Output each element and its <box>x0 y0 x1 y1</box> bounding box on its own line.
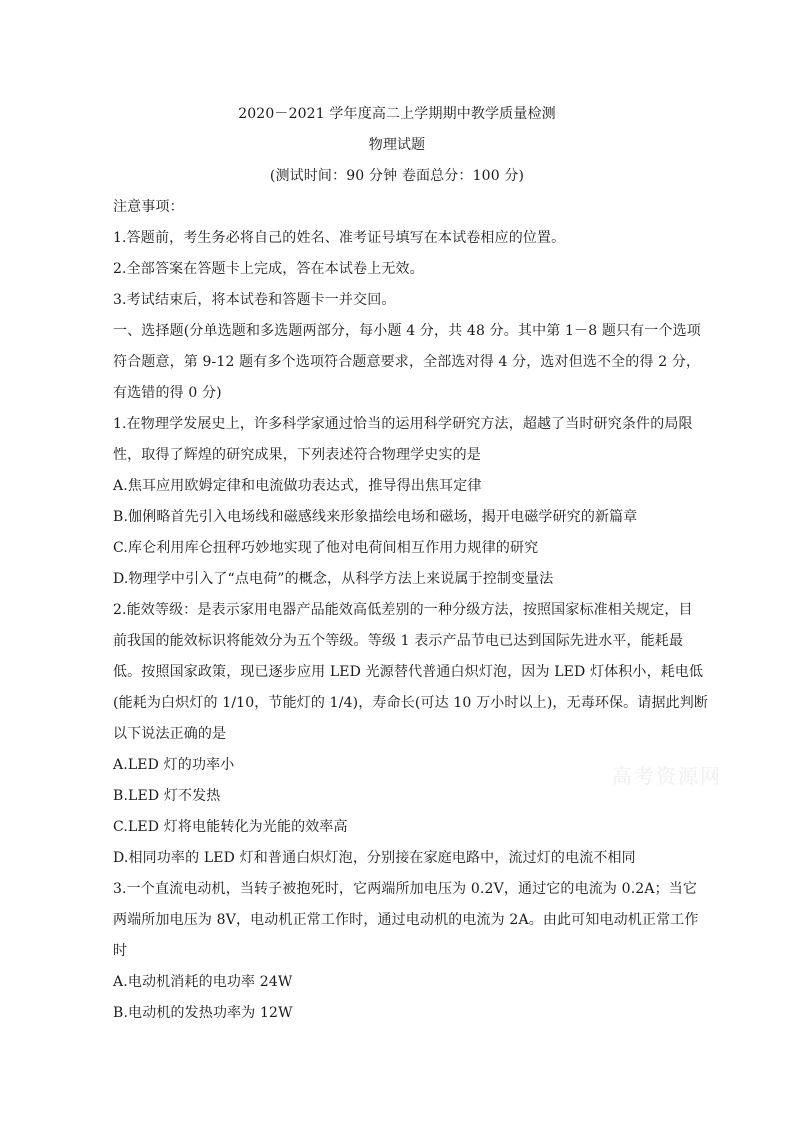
exam-title: 2020－2021 学年度高二上学期期中教学质量检测 <box>238 106 556 122</box>
watermark: 高考资源网 <box>612 764 722 788</box>
question-2-stem: 前我国的能效标识将能效分为五个等级。等级 1 表示产品节电已达到国际先进水平，能耗最 <box>113 633 684 649</box>
question-1-option-a: A.焦耳应用欧姆定律和电流做功表达式，推导得出焦耳定律 <box>113 478 482 494</box>
question-2-option-c: C.LED 灯将电能转化为光能的效率高 <box>113 819 348 835</box>
notice-heading: 注意事项： <box>113 199 184 215</box>
question-2-stem: 低。按照国家政策，现已逐步应用 LED 光源替代普通白炽灯泡，因为 LED 灯体积小，耗电低 <box>113 664 704 680</box>
notice-item: 3.考试结束后，将本试卷和答题卡一并交回。 <box>113 292 396 308</box>
question-3-stem: 3.一个直流电动机，当转子被抱死时，它两端所加电压为 0.2V，通过它的电流为 0.2A；当它 <box>113 881 698 897</box>
question-1-option-b: B.伽俐略首先引入电场线和磁感线来形象描绘电场和磁场，揭开电磁学研究的新篇章 <box>113 509 638 525</box>
question-2-option-d: D.相同功率的 LED 灯和普通白炽灯泡，分别接在家庭电路中，流过灯的电流不相同 <box>113 850 636 866</box>
subject-title: 物理试题 <box>368 137 426 153</box>
question-2-option-a: A.LED 灯的功率小 <box>113 757 235 773</box>
question-2-stem: 以下说法正确的是 <box>113 726 227 742</box>
exam-info: (测试时间：90 分钟 卷面总分：100 分) <box>269 168 525 184</box>
question-3-option-a: A.电动机消耗的电功率 24W <box>113 974 293 990</box>
question-1-option-d: D.物理学中引入了“点电荷”的概念，从科学方法上来说属于控制变量法 <box>113 571 554 587</box>
question-3-stem: 两端所加电压为 8V，电动机正常工作时，通过电动机的电流为 2A。由此可知电动机正常工作 <box>113 912 699 928</box>
question-3-stem: 时 <box>113 943 128 959</box>
question-1-stem: 1.在物理学发展史上，许多科学家通过恰当的运用科学研究方法，超越了当时研究条件的局限 <box>113 416 693 432</box>
section-instructions: 符合题意，第 9-12 题有多个选项符合题意要求，全部选对得 4 分，选对但选不全的得 2 分， <box>113 354 701 370</box>
section-instructions: 有选错的得 0 分) <box>113 385 222 401</box>
question-3-option-b: B.电动机的发热功率为 12W <box>113 1005 293 1021</box>
question-1-stem: 性，取得了辉煌的研究成果，下列表述符合物理学史实的是 <box>113 447 481 463</box>
question-2-stem: 2.能效等级：是表示家用电器产品能效高低差别的一种分级方法，按照国家标准相关规定，目 <box>113 602 693 618</box>
notice-item: 2.全部答案在答题卡上完成，答在本试卷上无效。 <box>113 261 424 277</box>
question-2-stem: (能耗为白炽灯的 1/10，节能灯的 1/4)，寿命长(可达 10 万小时以上)，无毒环保。请据此判断 <box>113 695 709 711</box>
notice-item: 1.答题前，考生务必将自己的姓名、准考证号填写在本试卷相应的位置。 <box>113 230 566 246</box>
section-instructions: 一、选择题(分单选题和多选题两部分，每小题 4 分，共 48 分。其中第 1－8 题只有一个选项 <box>113 323 701 339</box>
question-2-option-b: B.LED 灯不发热 <box>113 788 221 804</box>
question-1-option-c: C.库仑利用库仑扭秤巧妙地实现了他对电荷间相互作用力规律的研究 <box>113 540 539 556</box>
